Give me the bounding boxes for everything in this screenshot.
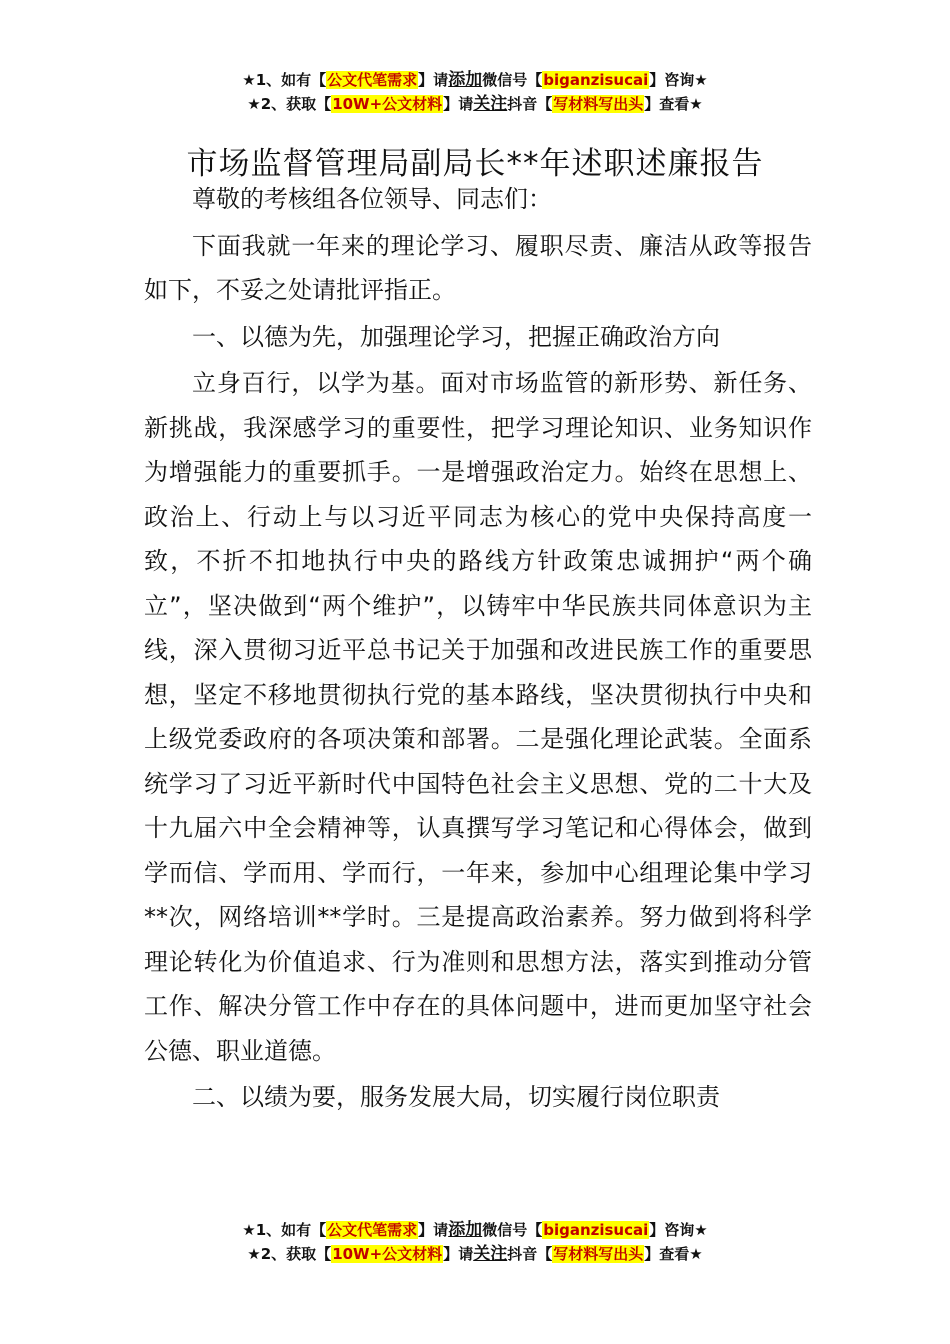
promo-suffix: 】查看★ [644,1245,703,1263]
promo-text: 】请 [418,1221,449,1239]
promo-text: 抖音【 [507,95,553,113]
promo-line-wechat [0,68,950,92]
promo-highlight-service: 公文代笔需求 [327,1221,418,1239]
promo-text: 】请 [418,71,449,89]
section-heading-2: 二、以绩为要，服务发展大局，切实履行岗位职责 [192,1083,720,1111]
promo-suffix: 】咨询★ [649,1221,708,1239]
promo-line-douyin [0,92,950,116]
salutation: 尊敬的考核组各位领导、同志们： [192,185,552,213]
promo-highlight-materials: 10W+公文材料 [332,95,443,113]
promo-prefix: ★2、获取【 [247,1245,332,1263]
promo-suffix: 】咨询★ [649,71,708,89]
promo-highlight-wechat-id: biganzisucai [543,71,649,89]
promo-text: 微信号【 [482,1221,543,1239]
intro-paragraph: 下面我就一年来的理论学习、履职尽责、廉洁从政等报告如下，不妥之处请批评指正。 [144,231,812,304]
document-title: 市场监督管理局副局长**年述职述廉报告 [186,145,764,182]
promo-underlined-action: 添加 [448,1220,483,1240]
promo-underlined-action: 关注 [473,94,508,114]
promo-footer [0,1218,950,1266]
promo-header [0,68,950,116]
body-paragraph: 立身百行，以学为基。面对市场监管的新形势、新任务、新挑战，我深感学习的重要性，把学习理论知识、业务知识作为增强能力的重要抓手。一是增强政治定力。始终在思想上、政治上、行动上与以习近平同志为核心的党中央保持高度一致，不折不扣地执行中央的路线方针政策忠诚拥护“两个确立”，坚决做到“两个维护”，以铸牢中华民族共同体意识为主线，深入贯彻习近平总书记关于加强和改进民族工作的重要思想，坚定不移地贯彻执行党的基本路线，坚决贯彻执行中央和上级党委政府的各项决策和部署。二是强化理论武装。全面系统学习了习近平新时代中国特色社会主义思想、党的二十大及十九届六中全会精神等，认真撰写学习笔记和心得体会，做到学而信、学而用、学而行，一年来，参加中心组理论集中学习**次，网络培训**学时。三是提高政治素养。努力做到将科学理论转化为价值追求、行为准则和思想方法，落实到推动分管工作、解决分管工作中存在的具体问题中，进而更加坚守社会公德、职业道德。 [144,369,812,1065]
promo-prefix: ★1、如有【 [242,1221,327,1239]
promo-underlined-action: 添加 [448,70,483,90]
promo-highlight-materials: 10W+公文材料 [332,1245,443,1263]
promo-prefix: ★1、如有【 [242,71,327,89]
promo-text: 微信号【 [482,71,543,89]
document-body [144,177,812,1122]
promo-underlined-action: 关注 [473,1244,508,1264]
promo-text: 】请 [443,1245,474,1263]
promo-text: 】请 [443,95,474,113]
promo-highlight-wechat-id: biganzisucai [543,1221,649,1239]
promo-suffix: 】查看★ [644,95,703,113]
promo-highlight-service: 公文代笔需求 [327,71,418,89]
promo-highlight-douyin-id: 写材料写出头 [553,95,644,113]
promo-highlight-douyin-id: 写材料写出头 [553,1245,644,1263]
promo-line-douyin [0,1242,950,1266]
section-heading-1: 一、以德为先，加强理论学习，把握正确政治方向 [192,322,720,351]
promo-text: 抖音【 [507,1245,553,1263]
promo-prefix: ★2、获取【 [247,95,332,113]
promo-line-wechat [0,1218,950,1242]
